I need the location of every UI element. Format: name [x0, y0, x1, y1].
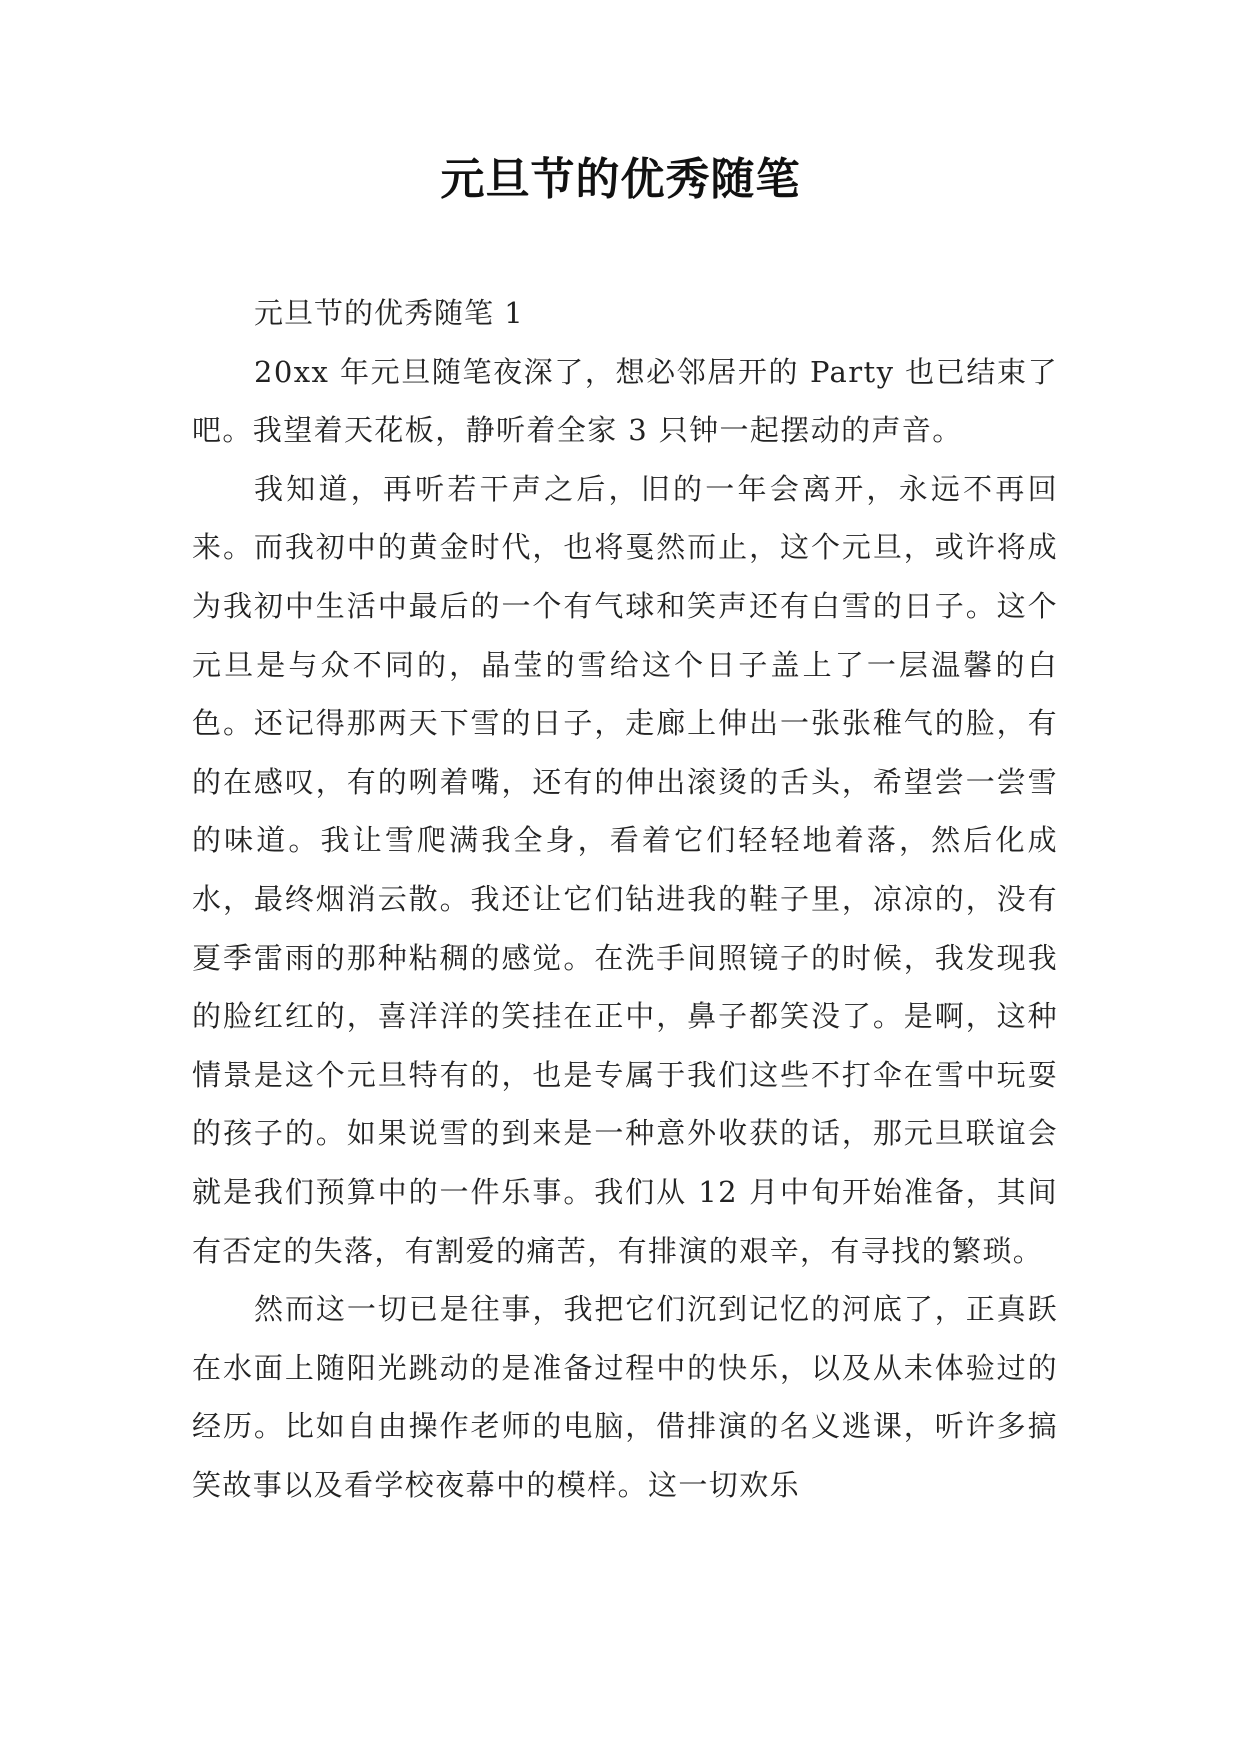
paragraph: 20xx 年元旦随笔夜深了，想必邻居开的 Party 也已结束了吧。我望着天花板，静听着全家 3 只钟一起摆动的声音。 — [192, 354, 1058, 448]
paragraph: 然而这一切已是往事，我把它们沉到记忆的河底了，正真跃在水面上随阳光跳动的是准备过程中的快乐，以及从未体验过的经历。比如自由操作老师的电脑，借排演的名义逃课，听许多搞笑故事以及看学校夜幕中的模样。这一切欢乐 — [192, 1292, 1058, 1502]
document-title: 元旦节的优秀随笔 — [440, 154, 801, 205]
paragraph: 我知道，再听若干声之后，旧的一年会离开，永远不再回来。而我初中的黄金时代，也将戛然而止，这个元旦，或许将成为我初中生活中最后的一个有气球和笑声还有白雪的日子。这个元旦是与众不同的，晶莹的雪给这个日子盖上了一层温馨的白色。还记得那两天下雪的日子，走廊上伸出一张张稚气的脸，有的在感叹，有的咧着嘴，还有的伸出滚烫的舌头，希望尝一尝雪的味道。我让雪爬满我全身，看着它们轻轻地着落，然后化成水，最终烟消云散。我还让它们钻进我的鞋子里，凉凉的，没有夏季雷雨的那种粘稠的感觉。在洗手间照镜子的时候，我发现我的脸红红的，喜洋洋的笑挂在正中，鼻子都笑没了。是啊，这种情景是这个元旦特有的，也是专属于我们这些不打伞在雪中玩耍的孩子的。如果说雪的到来是一种意外收获的话，那元旦联谊会就是我们预算中的一件乐事。我们从 12 月中旬开始准备，其间有否定的失落，有割爱的痛苦，有排演的艰辛，有寻找的繁琐。 — [192, 471, 1058, 1268]
document-body — [192, 284, 1058, 1514]
section-heading: 元旦节的优秀随笔 1 — [254, 296, 524, 330]
